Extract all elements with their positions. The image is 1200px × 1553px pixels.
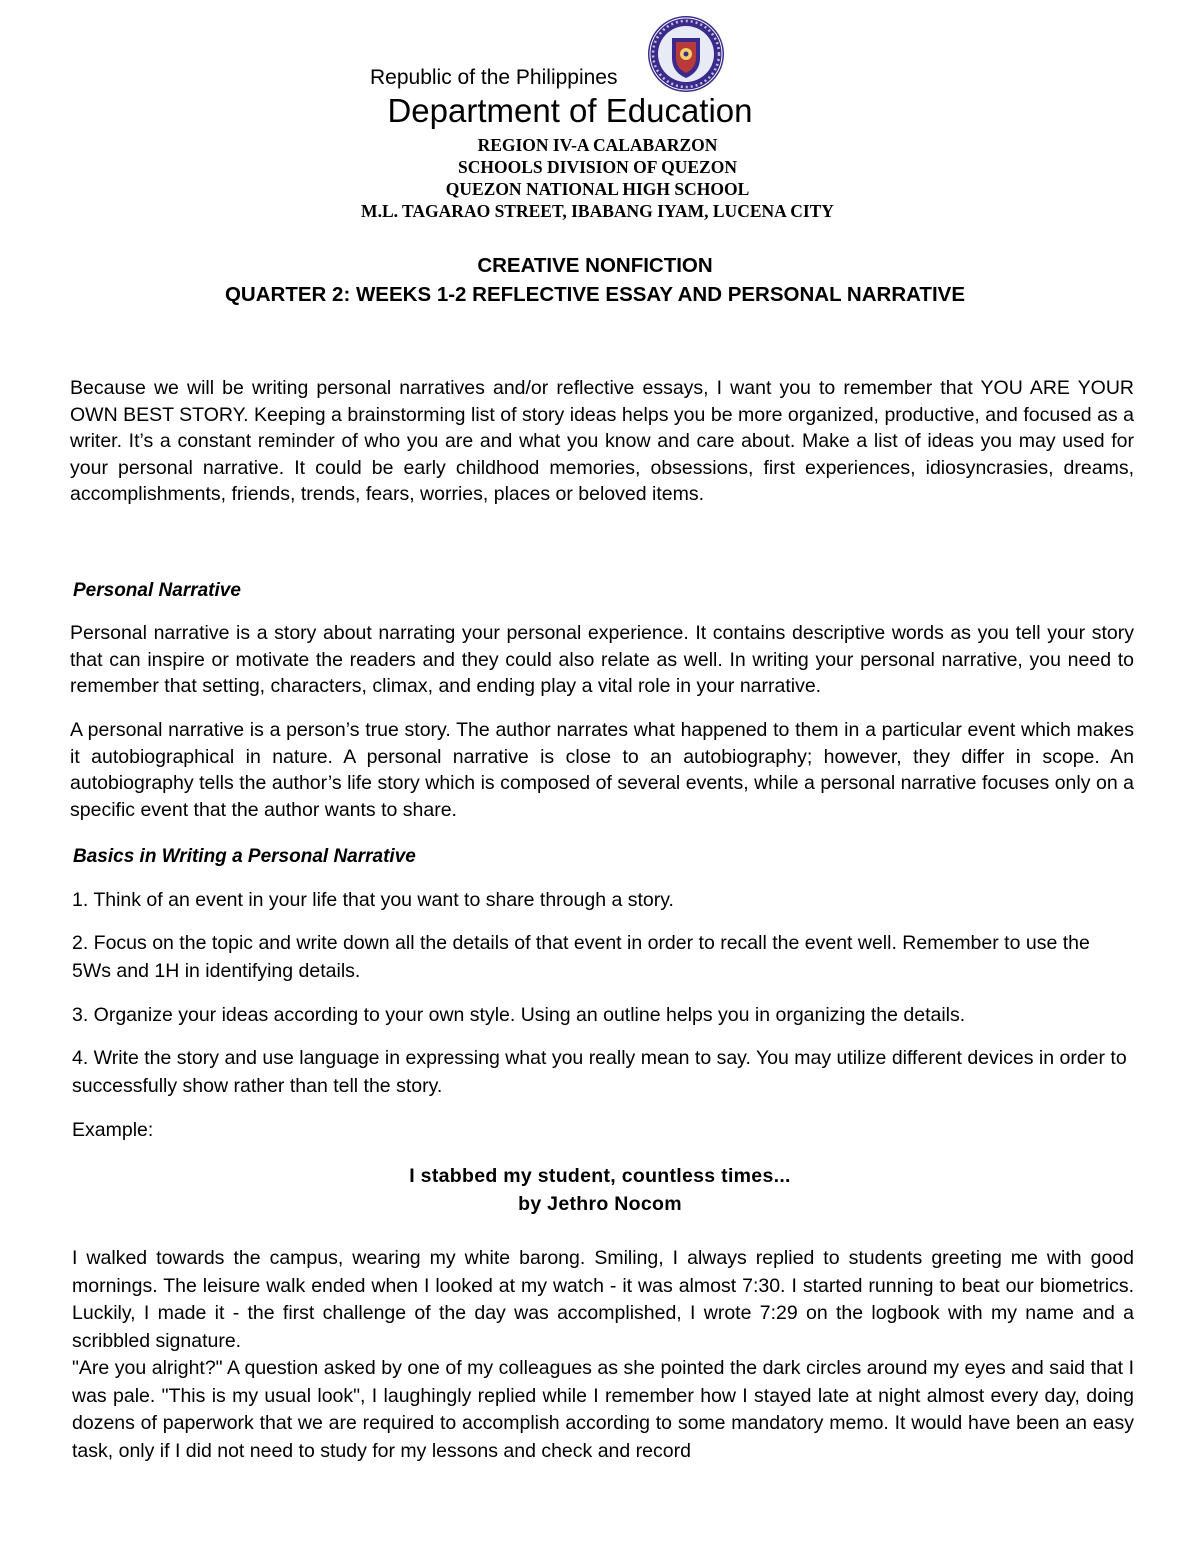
region-label: REGION IV-A CALABARZON [477,135,718,155]
example-paragraph-1: I walked towards the campus, wearing my white barong. Smiling, I always replied to students greeting me with good mornings. The leisure walk ended when I looked at my watch - it was almost 7:30. I started running to beat our biometrics. Luckily, I made it - the first challenge of the day was accomplished, I wrote 7:29 on the logbook with my name and a scribbled signature. [72,1247,1134,1352]
deped-seal-icon [646,14,726,94]
subject-title: CREATIVE NONFICTION [477,254,713,277]
example-label: Example: [72,1119,154,1141]
personal-narrative-heading: Personal Narrative [73,580,241,601]
document-titles [0,251,1190,309]
school-address-block [0,134,1195,222]
intro-paragraph: Because we will be writing personal narratives and/or reflective essays, I want you to remember that YOU ARE YOUR OWN BEST STORY. Keeping a brainstorming list of story ideas helps you be more organized, productive, and focused as a writer. It’s a constant reminder of who you are and what you know and care about. Make a list of ideas you may used for your personal narrative. It could be early childhood memories, obsessions, first experiences, idiosyncrasies, dreams, accomplishments, friends, trends, fears, worries, places or beloved items. [70,377,1134,505]
personal-narrative-paragraph-2: A personal narrative is a person’s true story. The author narrates what happened to them in a particular event which makes it autobiographical in nature. A personal narrative is close to an autobiography; however, they differ in scope. An autobiography tells the author’s life story which is composed of several events, while a personal narrative focuses only on a specific event that the author wants to share. [70,719,1134,821]
division-label: SCHOOLS DIVISION OF QUEZON [458,157,737,177]
example-byline: by Jethro Nocom [518,1193,682,1215]
republic-label: Republic of the Philippines [370,66,618,89]
example-paragraph-2: "Are you alright?" A question asked by one of my colleagues as she pointed the dark circles around my eyes and said that I was pale. "This is my usual look", I laughingly replied while I remember how I stayed late at night almost every day, doing dozens of paperwork that we are required to accomplish according to some mandatory memo. It would have been an easy task, only if I did not need to study for my lessons and check and record [72,1357,1134,1462]
basics-item-4: 4. Write the story and use language in expressing what you really mean to say. You may utilize different devices in order to successfully show rather than tell the story. [72,1047,1127,1097]
school-label: QUEZON NATIONAL HIGH SCHOOL [445,179,750,199]
basics-heading: Basics in Writing a Personal Narrative [73,846,416,867]
basics-item-3: 3. Organize your ideas according to your own style. Using an outline helps you in organizing the details. [72,1004,966,1026]
example-title: I stabbed my student, countless times... [409,1165,791,1187]
address-label: M.L. TAGARAO STREET, IBABANG IYAM, LUCENA CITY [361,201,834,221]
personal-narrative-paragraph-1: Personal narrative is a story about narrating your personal experience. It contains descriptive words as you tell your story that can inspire or motivate the readers and they could also relate as well. In writing your personal narrative, you need to remember that setting, characters, climax, and ending play a vital role in your narrative. [70,622,1134,697]
department-title: Department of Education [387,92,753,129]
quarter-title: QUARTER 2: WEEKS 1-2 REFLECTIVE ESSAY AND PERSONAL NARRATIVE [224,283,965,306]
example-title-block [0,1162,1200,1218]
basics-item-1: 1. Think of an event in your life that you want to share through a story. [72,889,674,911]
basics-item-2: 2. Focus on the topic and write down all the details of that event in order to recall the event well. Remember to use the 5Ws and 1H in identifying details. [72,932,1090,982]
